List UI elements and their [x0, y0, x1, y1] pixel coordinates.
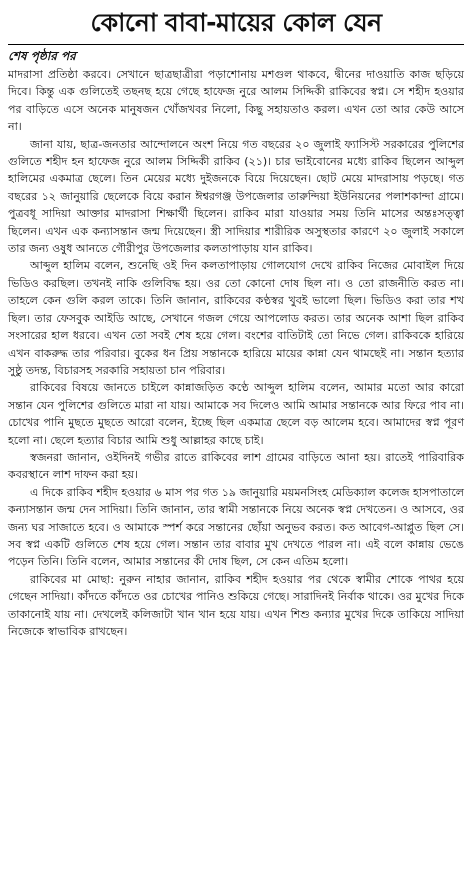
paragraph: আব্দুল হালিম বলেন, শুনেছি ওই দিন কলতাপাড়ায় গোলযোগ দেখে রাকিব নিজের মোবাইল দিয়ে ভিডিও করছিল। তখনই নাকি গুলিবিদ্ধ হয়। ওর তো কোনো দোষ ছিল না। ও তো রাজনীতি করত না। তাহলে কেন গুলি করল তাকে। তিনি জানান, রাকিবের কণ্ঠস্বর খুবই ভালো ছিল। ভিডিও করা তার শখ ছিল। তার ফেসবুক আইডি আছে, সেখানে গজল গেয়ে আপলোড করত। তার অনেক আশা ছিল রাকিব সংসারের হাল ধরবে। এখন তো সবই শেষ হয়ে গেল। বংশের বাতিটাই তো নিভে গেল। রাকিবকে হারিয়ে এখন বাকরুদ্ধ তার পরিবার। বুকের ধন প্রিয় সন্তানকে হারিয়ে মায়ের কান্না যেন থামছেই না। সন্তান হত্যার সুষ্ঠু তদন্ত, বিচারসহ সরকারি সহায়তা চান পরিবার। — [8, 259, 464, 377]
paragraph: এ দিকে রাকিব শহীদ হওয়ার ৬ মাস পর গত ১৯ জানুয়ারি ময়মনসিংহ মেডিক্যাল কলেজ হাসপাতালে কন্যাসন্তান জন্ম দেন সাদিয়া। তিনি জানান, তার স্বামী সন্তানকে নিয়ে অনেক স্বপ্ন দেখতেন। ও আসবে, ওর জন্য ঘর সাজাতে হবে। ও আমাকে স্পর্শ করে সন্তানের ছোঁয়া অনুভব করত। কত আবেগ-আপ্লুত ছিল সে। সব স্বপ্ন একটি গুলিতে শেষ হয়ে গেল। সন্তান তার বাবার মুখ দেখতে পারল না। এই বলে কান্নায় ভেঙে পড়েন তিনি। তিনি বলেন, আমার সন্তানের কী দোষ ছিল, সে কেন এতিম হলো। — [8, 485, 464, 569]
paragraph: স্বজনরা জানান, ওইদিনই গভীর রাতে রাকিবের লাশ গ্রামের বাড়িতে আনা হয়। রাতেই পারিবারিক কবরস্থানে লাশ দাফন করা হয়। — [8, 450, 464, 482]
continued-label: শেষ পৃষ্ঠার পর — [8, 49, 76, 63]
paragraph: মাদরাসা প্রতিষ্ঠা করবে। সেখানে ছাত্রছাত্রীরা পড়াশোনায় মশগুল থাকবে, দ্বীনের দাওয়াতি কাজ ছড়িয়ে দিবে। কিন্তু এক গুলিতেই তছনছ হয়ে গেছে হাফেজ নুরে আলম সিদ্দিকী রাকিবের স্বপ্ন। সে শহীদ হওয়ার পর বাড়িতে এসে অনেক মানুষজন খোঁজখবর নিলো, কিছু সহায়তাও করল। এখন তো আর কেউ আসে না। — [8, 68, 464, 134]
paragraph: জানা যায়, ছাত্র-জনতার আন্দোলনে অংশ নিয়ে গত বছরের ২০ জুলাই ফ্যাসিস্ট সরকারের পুলিশের গুলিতে শহীদ হন হাফেজ নুরে আলম সিদ্দিকী রাকিব (২১)। চার ভাইবোনের মধ্যে রাকিব ছিলেন আব্দুল হালিমের একমাত্র ছেলে। তিন মেয়ের মধ্যে দুইজনকে বিয়ে দিয়েছেন। ছোট মেয়ে মাদরাসায় পড়ছে। গত বছরের ১২ জানুয়ারি ছেলেকে বিয়ে করান ঈশ্বরগঞ্জ উপজেলার তারুন্দিয়া ইউনিয়নের পলাশকান্দা গ্রামে। পুত্রবধূ সাদিয়া আক্তার মাদরাসা শিক্ষার্থী ছিলেন। রাকিব মারা যাওয়ার সময় তিনি মাসের অন্তঃসত্ত্বা ছিলেন। এখন এক কন্যাসন্তান জন্ম দিয়েছেন। স্ত্রী সাদিয়ার শারীরিক অসুস্থতার কারণে ২০ জুলাই সকালে তার জন্য ওষুধ আনতে গৌরীপুর উপজেলার কলতাপাড়ায় যান রাকিব। — [8, 137, 464, 256]
paragraph: রাকিবের বিষয়ে জানতে চাইলে কান্নাজড়িত কণ্ঠে আব্দুল হালিম বলেন, আমার মতো আর কারো সন্তান যেন পুলিশের গুলিতে মারা না যায়। আমাকে সব দিলেও আমি আমার সন্তানকে আর ফিরে পাব না। চোখের পানি মুছতে মুছতে আরো বলেন, ইচ্ছে ছিল একমাত্র ছেলে বড় আলেম হবে। আমাদের স্বপ্ন পূরণ হলো না। ছেলে হত্যার বিচার আমি শুধু আল্লাহর কাছে চাই। — [8, 381, 464, 447]
headline: কোনো বাবা-মায়ের কোল যেন — [90, 8, 382, 37]
headline-rule — [8, 44, 464, 45]
paragraph: রাকিবের মা মোছা: নুরুন নাহার জানান, রাকিব শহীদ হওয়ার পর থেকে স্বামীর শোকে পাথর হয়ে গেছেন সাদিয়া। কাঁদতে কাঁদতে ওর চোখের পানিও শুকিয়ে গেছে। সারাদিনই নির্বাক থাকে। ওর মুখের দিকে তাকানোই যায় না। দেখলেই কলিজাটা খান খান হয়ে যায়। এখন শিশু কন্যার মুখের দিকে তাকিয়ে সাদিয়া নিজেকে স্বাভাবিক রাখছেন। — [8, 572, 464, 638]
article-body — [8, 66, 464, 640]
